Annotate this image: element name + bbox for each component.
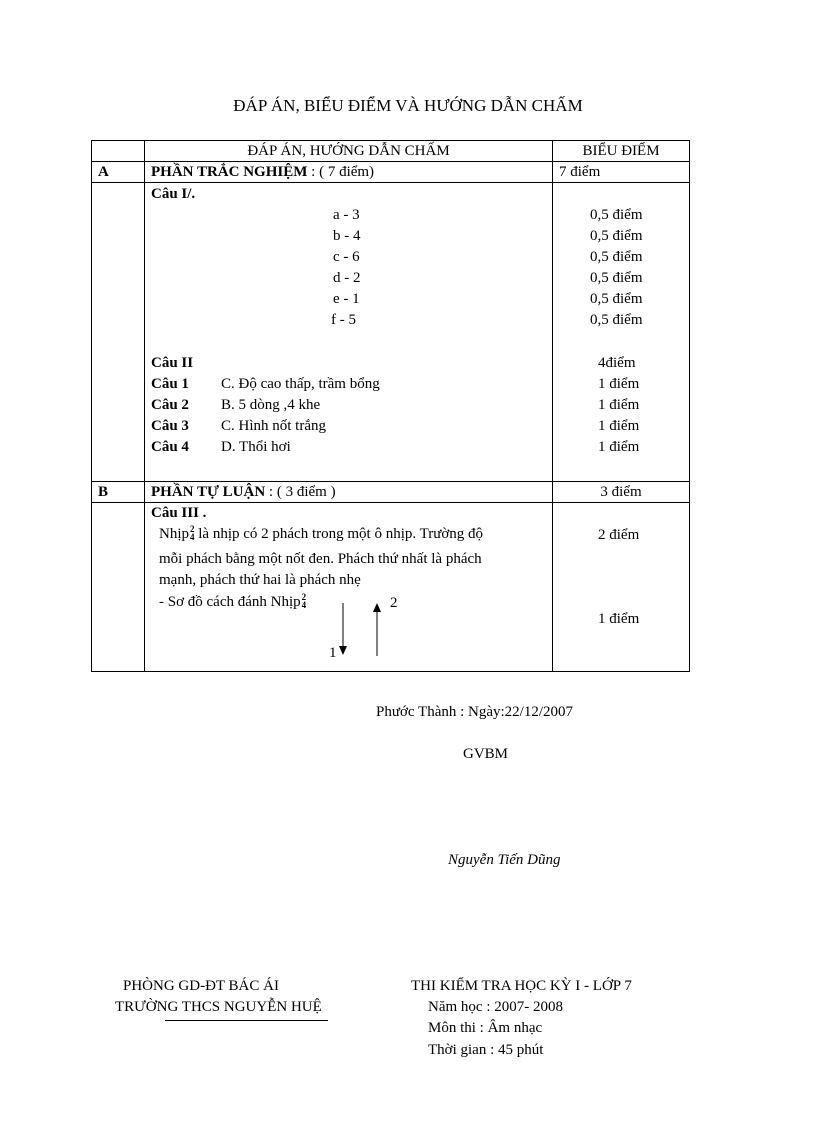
section-b-title — [145, 482, 553, 503]
time-sig-bottom: 4 — [190, 532, 195, 542]
cau2-label: Câu 2 — [151, 397, 189, 413]
section-a-label: A — [92, 162, 145, 183]
section-a-title-suffix: : ( 7 điểm) — [307, 164, 375, 180]
section-b-title-text: PHẦN TỰ LUẬN — [151, 484, 266, 500]
cau3-line4 — [159, 593, 306, 611]
subject: Môn thi : Âm nhạc — [428, 1020, 543, 1036]
time-sig-top: 2 — [190, 524, 195, 534]
cau2-heading: Câu II — [151, 355, 194, 371]
duration: Thời gian : 45 phút — [428, 1042, 544, 1058]
exam-title: THI KIỂM TRA HỌC KỲ I - LỚP 7 — [411, 978, 632, 994]
answer-table — [91, 140, 690, 672]
section-b-points-col — [553, 503, 690, 672]
section-b-blank — [92, 503, 145, 672]
school-year: Năm học : 2007- 2008 — [428, 999, 563, 1015]
cau1-points: 0,5 điểm — [590, 312, 643, 328]
cau2-label: Câu 3 — [151, 418, 189, 434]
section-b-body — [92, 503, 690, 672]
beat-arrows-icon — [330, 598, 390, 658]
cau3-line1-pre: Nhịp — [159, 526, 189, 542]
cau3-line1 — [159, 525, 483, 543]
cau2-answer: B. 5 dòng ,4 khe — [221, 397, 321, 413]
beat-down-label: 1 — [329, 645, 337, 661]
section-a-content — [145, 183, 553, 482]
section-a-title-text: PHẦN TRẮC NGHIỆM — [151, 164, 308, 180]
cau1-item: b - 4 — [333, 228, 361, 244]
cau3-points-1: 2 điểm — [598, 527, 640, 543]
beat-up-label: 2 — [390, 595, 398, 611]
section-b-title-suffix: : ( 3 điểm ) — [265, 484, 336, 500]
cau2-answer: C. Độ cao thấp, trầm bổng — [221, 376, 380, 392]
cau1-points: 0,5 điểm — [590, 228, 643, 244]
cau1-points: 0,5 điểm — [590, 291, 643, 307]
cau1-item: a - 3 — [333, 207, 360, 223]
school-underline — [165, 1020, 328, 1021]
section-a-blank — [92, 183, 145, 482]
header-points: BIỂU ĐIỂM — [553, 141, 690, 162]
page-title: ĐÁP ÁN, BIỂU ĐIỂM VÀ HƯỚNG DẪN CHẤM — [233, 96, 583, 115]
cau1-points: 0,5 điểm — [590, 207, 643, 223]
section-a-title — [145, 162, 553, 183]
header-answer: ĐÁP ÁN, HƯỚNG DẪN CHẤM — [145, 141, 553, 162]
cau1-heading: Câu I/. — [151, 186, 196, 202]
time-sig-top: 2 — [301, 592, 307, 602]
cau2-answer: D. Thổi hơi — [221, 439, 291, 455]
cau2-total-points: 4điểm — [598, 355, 636, 371]
time-signature — [302, 593, 307, 609]
cau2-points: 1 điểm — [598, 439, 640, 455]
section-b-points: 3 điểm — [553, 482, 690, 503]
cau2-points: 1 điểm — [598, 397, 640, 413]
school-name: TRƯỜNG THCS NGUYỄN HUỆ — [115, 999, 322, 1015]
cau2-points: 1 điểm — [598, 376, 640, 392]
section-b-label: B — [92, 482, 145, 503]
cau3-line1-post: là nhịp có 2 phách trong một ô nhịp. Trường độ — [194, 526, 484, 542]
cau2-answer: C. Hình nốt trắng — [221, 418, 326, 434]
table-header-row — [92, 141, 690, 162]
cau3-line4-pre: - Sơ đồ cách đánh Nhịp — [159, 594, 301, 610]
dept-name: PHÒNG GD-ĐT BÁC ÁI — [123, 978, 279, 994]
section-a-points: 7 điểm — [553, 162, 690, 183]
cau1-points: 0,5 điểm — [590, 270, 643, 286]
section-a-points-col — [553, 183, 690, 482]
cau1-points: 0,5 điểm — [590, 249, 643, 265]
signature-role: GVBM — [463, 746, 509, 762]
cau1-item: e - 1 — [333, 291, 360, 307]
cau3-line2: mỗi phách bằng một nốt đen. Phách thứ nhất là phách — [159, 551, 482, 567]
cau3-heading: Câu III . — [151, 505, 207, 521]
cau1-item: c - 6 — [333, 249, 360, 265]
header-blank — [92, 141, 145, 162]
time-sig-bottom: 4 — [301, 600, 307, 610]
place-date: Phước Thành : Ngày:22/12/2007 — [376, 704, 574, 720]
cau1-item: f - 5 — [331, 312, 356, 328]
cau2-label: Câu 1 — [151, 376, 189, 392]
cau3-points-2: 1 điểm — [598, 611, 640, 627]
section-b-content — [145, 503, 553, 672]
section-b-row — [92, 482, 690, 503]
cau2-label: Câu 4 — [151, 439, 189, 455]
signature-name: Nguyễn Tiến Dũng — [448, 852, 561, 868]
cau3-line3: mạnh, phách thứ hai là phách nhẹ — [159, 572, 361, 588]
cau1-item: d - 2 — [333, 270, 361, 286]
section-a-body — [92, 183, 690, 482]
cau2-points: 1 điểm — [598, 418, 640, 434]
section-a-row — [92, 162, 690, 183]
